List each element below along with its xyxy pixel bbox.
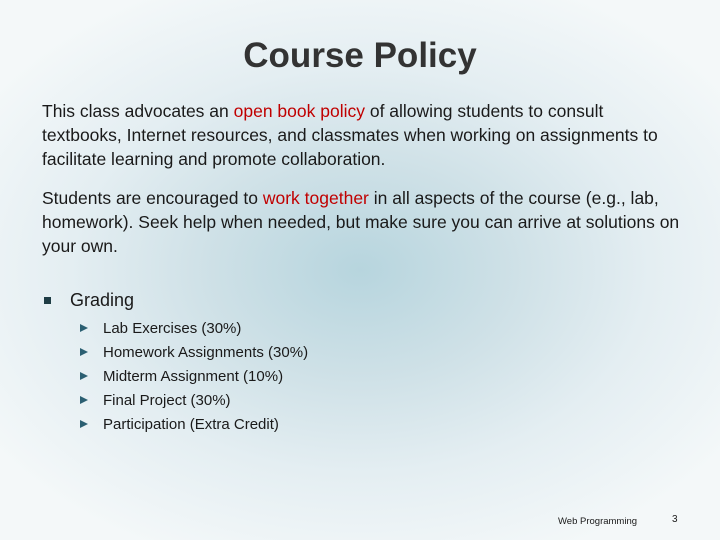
paragraph-text: Students are encouraged to (42, 188, 263, 208)
list-item (80, 364, 308, 388)
grading-label: Grading (70, 290, 135, 310)
highlight-open-book-policy: open book policy (233, 101, 365, 121)
list-item-label: Homework Assignments (30%) (103, 343, 309, 361)
list-item (80, 340, 308, 364)
triangle-bullet-icon (80, 396, 88, 404)
collaboration-paragraph (42, 186, 682, 258)
list-item-label: Lab Exercises (30%) (103, 319, 242, 337)
square-bullet-icon (44, 297, 51, 304)
triangle-bullet-icon (80, 372, 88, 380)
page-number: 3 (672, 514, 678, 525)
triangle-bullet-icon (80, 324, 88, 332)
list-item (80, 412, 308, 436)
paragraph-text: of allowing students to consult textbooks, Internet resources, and classmates when working on assignments to facilitate learning and promote collaboration. (42, 101, 658, 169)
grading-list (80, 316, 308, 436)
grading-bullet (42, 290, 134, 311)
paragraph-text: in all aspects of the course (e.g., lab, homework). Seek help when needed, but make sure you can arrive at solutions on your own. (42, 188, 680, 256)
list-item (80, 388, 308, 412)
slide-footer: Web Programming (558, 516, 638, 527)
list-item-label: Midterm Assignment (10%) (103, 367, 284, 385)
list-item-label: Final Project (30%) (103, 391, 231, 409)
slide-title: Course Policy (243, 36, 477, 75)
triangle-bullet-icon (80, 348, 88, 356)
paragraph-text: This class advocates an (42, 101, 234, 121)
highlight-work-together: work together (262, 188, 369, 208)
triangle-bullet-icon (80, 420, 88, 428)
list-item (80, 316, 308, 340)
policy-paragraph (42, 99, 682, 171)
list-item-label: Participation (Extra Credit) (103, 415, 279, 433)
